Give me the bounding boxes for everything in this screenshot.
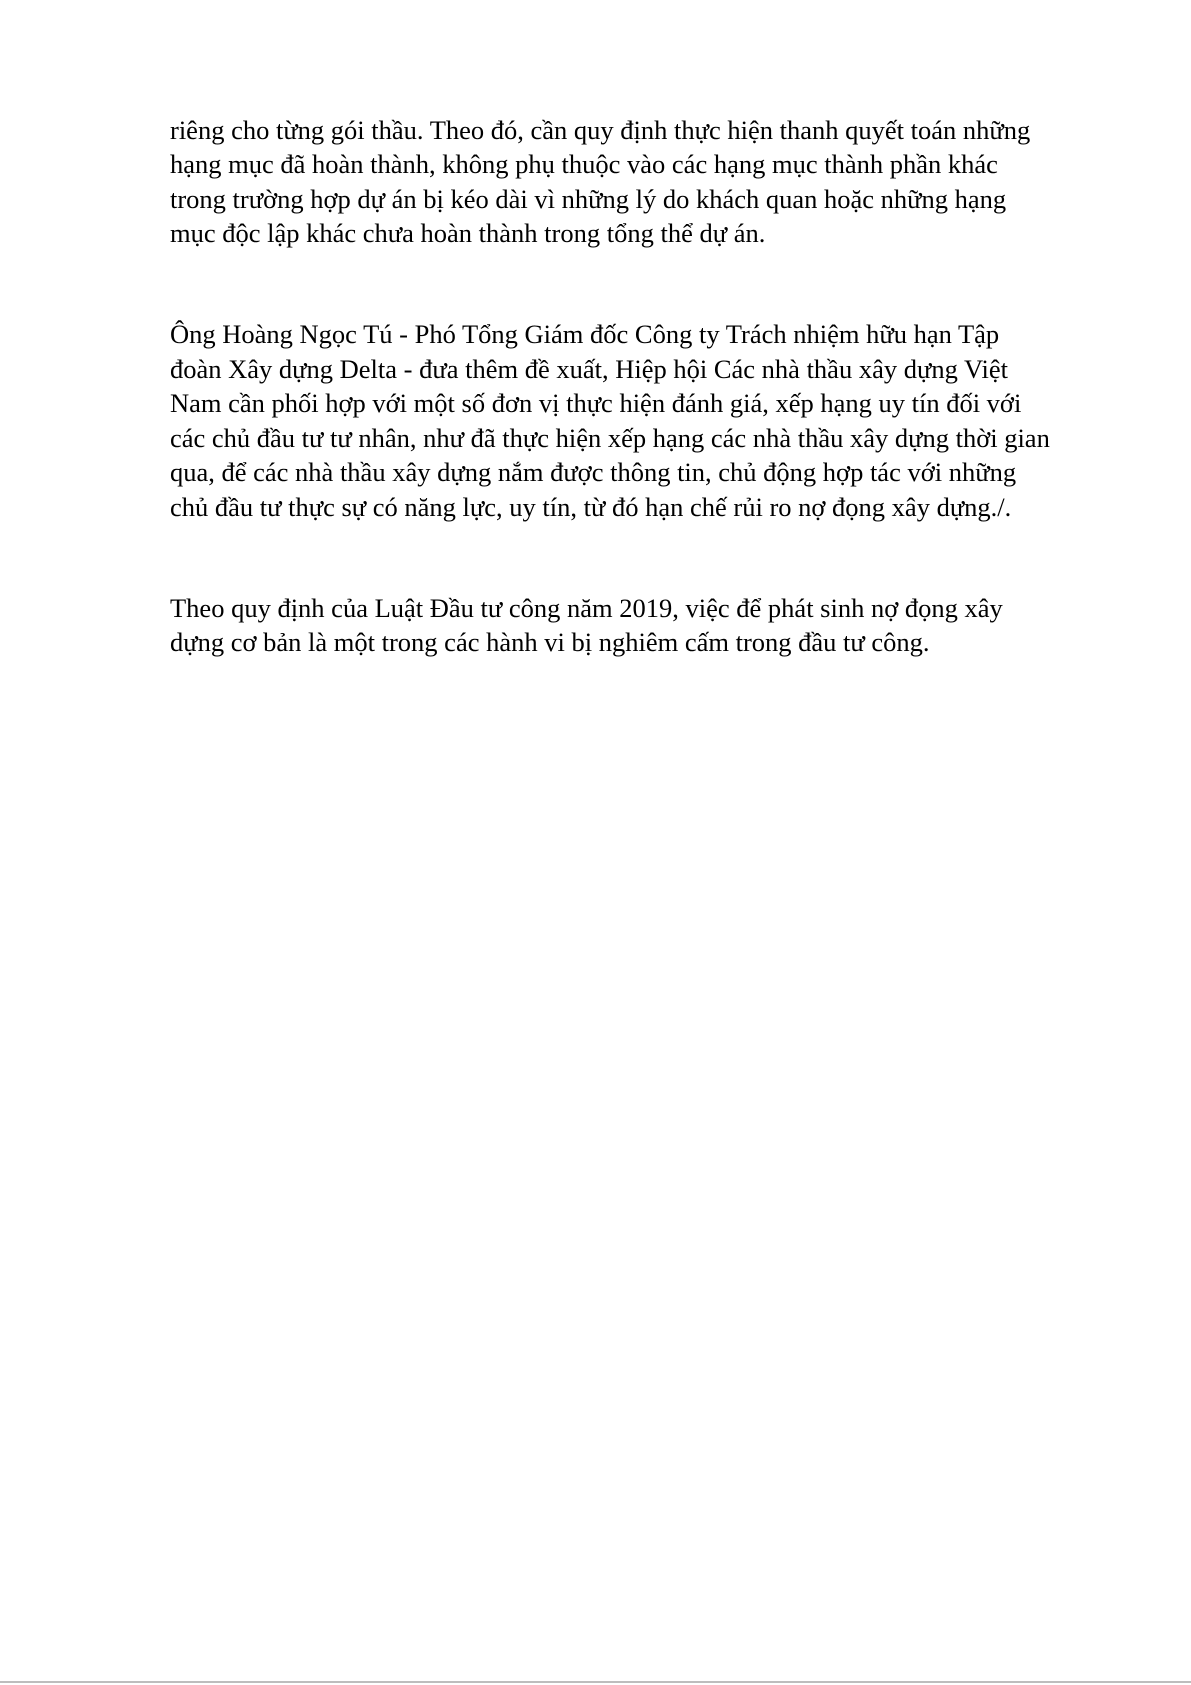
paragraph-2-line-4: các chủ đầu tư tư nhân, như đã thực hiện xếp hạng các nhà thầu xây dựng thời gian [170,423,1050,453]
paragraph-2-line-2: đoàn Xây dựng Delta - đưa thêm đề xuất, Hiệp hội Các nhà thầu xây dựng Việt [170,354,1008,384]
paragraph-1-line-3: trong trường hợp dự án bị kéo dài vì những lý do khách quan hoặc những hạng [170,184,1007,214]
paragraph-1-line-4: mục độc lập khác chưa hoàn thành trong tổng thể dự án. [170,218,766,248]
paragraph-3-line-2: dựng cơ bản là một trong các hành vi bị nghiêm cấm trong đầu tư công. [170,627,930,657]
paragraph-3-line-1: Theo quy định của Luật Đầu tư công năm 2019, việc để phát sinh nợ đọng xây [170,593,1003,623]
paragraph-2-line-5: qua, để các nhà thầu xây dựng nắm được thông tin, chủ động hợp tác với những [170,457,1017,487]
paragraph-1-line-2: hạng mục đã hoàn thành, không phụ thuộc vào các hạng mục thành phần khác [170,149,998,179]
page-bottom-divider [0,1681,1191,1683]
paragraph-2-line-3: Nam cần phối hợp với một số đơn vị thực hiện đánh giá, xếp hạng uy tín đối với [170,388,1022,418]
paragraph-1-line-1: riêng cho từng gói thầu. Theo đó, cần quy định thực hiện thanh quyết toán những [170,115,1031,145]
paragraph-2-line-1: Ông Hoàng Ngọc Tú - Phó Tổng Giám đốc Công ty Trách nhiệm hữu hạn Tập [170,319,1000,349]
paragraph-2-line-6: chủ đầu tư thực sự có năng lực, uy tín, từ đó hạn chế rủi ro nợ đọng xây dựng./. [170,492,1012,522]
